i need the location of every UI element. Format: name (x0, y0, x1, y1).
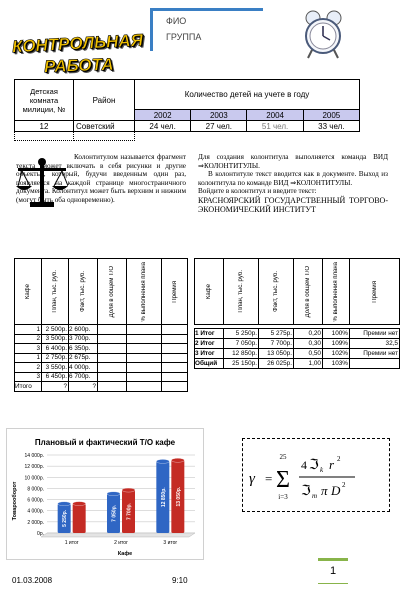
room-number: 12 (15, 121, 74, 132)
chart-bar-top (122, 488, 135, 492)
cell: 1 Итог (195, 329, 224, 339)
year-2005: 2005 (303, 110, 359, 121)
children-table (14, 79, 360, 141)
cell: 5 275р. (259, 329, 294, 339)
bar-data-label: 12 850р. (160, 487, 167, 508)
value-2005: 33 чел. (303, 121, 359, 132)
cell: 13 050р. (259, 349, 294, 359)
text-right-p4: КРАСНОЯРСКИЙ ГОСУДАРСТВЕННЫЙ ТОРГОВО-ЭКОНОМИЧЕСКИЙ ИНСТИТУТ (198, 195, 388, 214)
cell: 102% (323, 349, 350, 359)
cell: 2 Итог (195, 339, 224, 349)
table-row (195, 349, 400, 359)
table-row (15, 325, 188, 335)
formula-num-sub: k (320, 466, 324, 474)
table-row (15, 344, 188, 354)
table-row (15, 363, 188, 373)
cell: 2 750р. (42, 353, 69, 363)
cell: 6 350р. (69, 344, 98, 354)
chart-ylabel: Товарооборот (12, 481, 18, 521)
value-2004: 51 чел. (247, 121, 303, 132)
chart-bar-top (156, 459, 169, 463)
formula (243, 439, 389, 511)
formula-eq: = (265, 471, 273, 486)
y-tick-label: 0р. (37, 531, 44, 537)
formula-num-sym: ℑ (309, 458, 319, 473)
cell: 1,00 (294, 359, 323, 369)
cell: 103% (323, 359, 350, 369)
table-row (15, 353, 188, 363)
formula-den-sub: m (312, 492, 318, 500)
cell: 2 600р. (69, 325, 98, 335)
t2-header-share: Доля в общем Т/О (109, 265, 115, 318)
cell: 0,50 (294, 349, 323, 359)
chart-bar-top (171, 458, 184, 462)
text-left: Колонтитулом называется фрагмент текста (может включать в себя рисунки и другие объекты), который, будучи введенным один раз, появляется на каждой странице многостраничного документа. Колонтитул может быть верхним и нижним (могут быть оба одновременно). (16, 153, 186, 204)
t3-header-share: Доля в общем Т/О (305, 265, 311, 318)
cell: 32,5 (350, 339, 400, 349)
x-tick-label: 3 итог (163, 540, 178, 546)
bar-data-label: 5 250р. (62, 509, 69, 527)
text-right-p3: Войдите в колонтитул и введите текст: (198, 187, 317, 196)
cell: Премии нет (350, 349, 400, 359)
formula-den-D: D (331, 483, 341, 498)
cell: 3 (15, 372, 42, 382)
y-tick-label: 14 000р. (24, 453, 44, 459)
district-value: Советский (74, 121, 135, 132)
bar-data-label: 7 050р. (111, 504, 118, 522)
cell: 0,20 (294, 329, 323, 339)
y-tick-label: 8 000р. (27, 486, 44, 493)
col-count: Количество детей на учете в году (135, 80, 360, 110)
t2-header-percent: % выполнения плана (141, 261, 147, 322)
cell: 2 500р. (42, 325, 69, 335)
cell: 3 700р. (69, 334, 98, 344)
cell: 3 550р. (42, 363, 69, 373)
cell: 109% (323, 339, 350, 349)
y-tick-label: 4 000р. (27, 508, 44, 515)
footer-time: 9:10 (172, 576, 188, 585)
col-district: Район (74, 80, 135, 121)
formula-sum-sign: Σ (276, 467, 290, 493)
formula-num-exp: 2 (337, 455, 341, 463)
y-tick-label: 6 000р. (27, 497, 44, 504)
table-row (195, 359, 400, 369)
cell: 6 700р. (69, 372, 98, 382)
t3-header-bonus: Премия (371, 280, 378, 303)
formula-den-sym: ℑ (301, 484, 311, 499)
year-2003: 2003 (191, 110, 247, 121)
y-tick-label: 10 000р. (24, 475, 44, 482)
table-row (15, 334, 188, 344)
cell: 3 500р. (42, 334, 69, 344)
t3-header-fact: Факт, тыс. руб. (273, 271, 279, 312)
table-total-row (15, 382, 188, 392)
year-2002: 2002 (135, 110, 191, 121)
cell: 6 400р. (42, 344, 69, 354)
table-row (195, 329, 400, 339)
t3-header-percent: % выполнения плана (333, 261, 339, 322)
total-plan: ? (42, 382, 69, 392)
title-line2: РАБОТА (43, 54, 114, 77)
chart-title: Плановый и фактический Т/О кафе (34, 438, 176, 447)
t2-header-bonus: Премия (171, 280, 178, 303)
chart-bar-top (58, 502, 71, 506)
cell: 4 000р. (69, 363, 98, 373)
t3-header-plan: План, тыс. руб. (238, 270, 244, 313)
t3-header-cafe: Кафе (206, 283, 212, 300)
cell: Общий (195, 359, 224, 369)
fio-label: ФИО (166, 16, 187, 26)
page-number: 1 (318, 558, 348, 584)
chart-bar (73, 504, 86, 533)
value-2002: 24 чел. (135, 121, 191, 132)
bar-data-label: 13 050р. (175, 486, 182, 507)
cell (350, 359, 400, 369)
cell: 5 250р. (224, 329, 259, 339)
cafe-table (14, 258, 188, 392)
formula-num-4: 4 (301, 458, 307, 472)
cell: 3 (15, 344, 42, 354)
cell: 2 (15, 334, 42, 344)
formula-sum-bottom: i=3 (278, 493, 288, 501)
year-2004: 2004 (247, 110, 303, 121)
formula-sum-top: 25 (279, 453, 287, 461)
bar-data-label: 7 700р. (126, 503, 133, 521)
col-room: Детская комната милиции, № (15, 80, 74, 121)
cell: 7 050р. (224, 339, 259, 349)
cell: 6 450р. (42, 372, 69, 382)
cell: 12 850р. (224, 349, 259, 359)
footer-date: 01.03.2008 (12, 576, 53, 585)
text-right-p1: Для создания колонтитула выполняется команда ВИД ⇒КОЛОНТИТУЛЫ. (198, 153, 388, 170)
alarm-clock-icon (298, 6, 348, 64)
t2-header-fact: Факт, тыс. руб. (80, 271, 86, 312)
header-fio-box (150, 8, 263, 51)
cell: 2 675р. (69, 353, 98, 363)
text-right-p2: В колонтитуле текст вводится как в документе. Выход из колонтитула по команде ВИД ⇒КОЛОНТИТУЛЫ. (198, 170, 388, 187)
bar-chart (7, 429, 203, 559)
total-fact: ? (69, 382, 98, 392)
cell: Премии нет (350, 329, 400, 339)
value-2003: 27 чел. (191, 121, 247, 132)
x-tick-label: 1 итог (64, 540, 79, 546)
title-line1: КОНТРОЛЬНАЯ (11, 30, 144, 57)
text-right (198, 153, 388, 214)
chart-xlabel: Кафе (117, 551, 133, 557)
cell: 0,30 (294, 339, 323, 349)
cell: 1 (15, 353, 42, 363)
chart-container (6, 428, 204, 560)
table-row (195, 339, 400, 349)
t2-header-cafe: Кафе (25, 283, 31, 300)
total-label: Итого (15, 382, 42, 392)
cell: 7 700р. (259, 339, 294, 349)
cafe-summary-table (194, 258, 400, 369)
chart-bar-top (107, 492, 120, 496)
chart-floor (41, 533, 195, 537)
group-label: ГРУППА (166, 32, 202, 42)
formula-den-exp: 2 (342, 481, 346, 489)
cell: 3 Итог (195, 349, 224, 359)
formula-den-pi: π (321, 483, 328, 498)
t2-header-plan: План, тыс. руб. (52, 270, 58, 313)
cell: 1 (15, 325, 42, 335)
formula-box (242, 438, 390, 512)
cell: 2 (15, 363, 42, 373)
y-tick-label: 12 000р. (24, 464, 44, 471)
y-tick-label: 2 000р. (27, 519, 44, 526)
chart-bar-top (73, 502, 86, 506)
cell: 25 150р. (224, 359, 259, 369)
x-tick-label: 2 итог (114, 540, 128, 546)
cell: 26 025р. (259, 359, 294, 369)
formula-num-r: r (329, 457, 335, 472)
formula-gamma: γ (249, 471, 255, 487)
cell: 100% (323, 329, 350, 339)
table-row (15, 372, 188, 382)
